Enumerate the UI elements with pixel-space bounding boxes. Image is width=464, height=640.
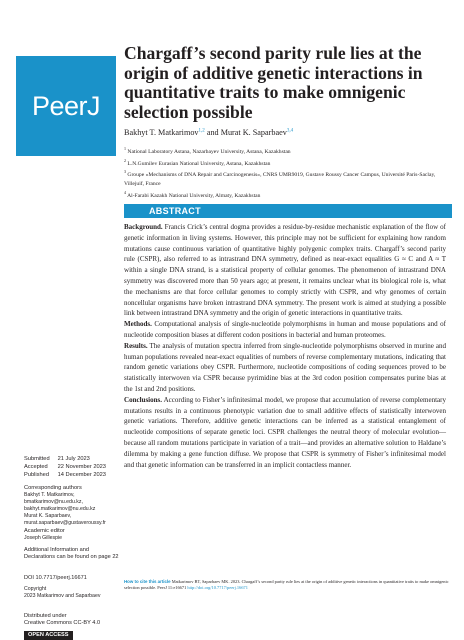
editor-heading: Academic editor [24,528,65,534]
author-name[interactable]: Murat K. Saparbaev [220,128,287,137]
corr-email-link[interactable]: bakhyt.matkarimov@nu.edu.kz [24,505,96,512]
author-line [124,128,293,137]
cite-label: How to cite this article [124,579,171,584]
corr-email-link[interactable]: bmatkarimov@nu.edu.kz, [24,498,83,505]
affiliation: $^3$ Groupe «Mechanisms of DNA Repair and Carcinogenesis», CNRS UMR9019, Gustave Roussy Cancer Campus, Université Paris-Saclay, Villejuif, France [124,169,436,187]
corr-line: Murat K. Saparbaev, [24,512,72,519]
author-name[interactable]: Bakhyt T. Matkarimov [124,128,199,137]
abstract-heading: ABSTRACT [149,206,201,216]
logo-text: PeerJ [31,90,101,121]
peerj-logo[interactable] [16,56,116,156]
affiliation: $^4$ Al-Farabi Kazakh National University, Almaty, Kazakhstan [124,189,261,199]
article-title: Chargaff’s second parity rule lies at the origin of additive genetic interactions in quantitative traits to make omnigenic selection possible [124,43,423,122]
corresponding-authors [24,485,120,526]
abstract-body [124,222,446,470]
abstract-header-bar [124,204,452,218]
abstract-background: Background. Francis Crick’s central dogma provides a residue-by-residue mechanistic explanation of the flow of genetic information in living systems. However, this principle may not be sufficient for explaining how random mutations cause continuous variation of quantitative highly polygenic complex traits. Chargaff’s second parity rule (CSPR), also referred to as intrastrand DNA symmetry, defined as near-exact equalities G ≈ C and A ≈ T within a single DNA strand, is a statistical property of cellular genomes. The phenomenon of intrastrand DNA symmetry was discovered more than 50 years ago; at present, it remains unclear what its biological role is, what the mechanisms are that force cellular genomes to comply strictly with CSPR, and why genomes of certain noncellular organisms have broken intrastrand DNA symmetry. The present work is aimed at studying a possible link between intrastrand DNA symmetry and the origin of genetic interactions in quantitative traits. [124,223,446,318]
copyright-text: 2023 Matkarimov and Saparbaev [24,592,101,599]
affiliation: $^2$ L.N.Gumilev Eurasian National University, Astana, Kazakhstan [124,157,271,167]
license-link[interactable]: Creative Commons CC-BY 4.0 [24,620,101,627]
cite-doi-link[interactable]: http://doi.org/10.7717/peerj.16671 [187,585,248,591]
editor-name: Joseph Gillespie [24,535,63,541]
license-line: Distributed under [24,613,67,619]
author-conjunction: and [206,128,219,137]
citation-footer [124,579,452,592]
open-access-badge: OPEN ACCESS [24,631,73,640]
published-row: Published 14 December 2023 [24,471,106,478]
publication-dates [24,456,120,479]
abstract-conclusions: Conclusions. According to Fisher’s infinitesimal model, we propose that accumulation of reverse complementary mutations results in a continuous phenotypic variation due to small additive effects of statistically interwoven genetic variations. Therefore, additive genetic interactions can be inferred as a statistical entanglement of nucleotide compositions of separate genetic loci. CSPR challenges the neutral theory of molecular evolution—because all random mutations participate in variation of a trait—and provides an alternative solution to Haldane’s dilemma by making a gene function diffuse. We propose that CSPR is symmetry of Fisher’s infinitesimal model and that genetic information can be transferred in an implicit contactless manner. [124,395,446,469]
abstract-results: Results. The analysis of mutation spectra inferred from single-nucleotide polymorphisms observed in murine and human populations revealed near-exact equalities of numbers of reverse complementary mutations, indicating that random genetic variations obey CSPR. Furthermore, nucleotide compositions of coding sequences proved to be statistically interwoven via CSPR because pyrimidine bias at the 3rd codon position compensates purine bias at the 1st and 2nd positions. [124,341,446,393]
doi-link[interactable]: DOI 10.7717/peerj.16671 [24,575,87,581]
author-affil-sup: 3,4 [286,128,294,134]
submitted-row: Submitted 21 July 2023 [24,456,90,462]
accepted-row: Accepted 22 November 2023 [24,463,106,470]
copyright-heading: Copyright [24,586,47,592]
corr-email-link[interactable]: murat.saparbaev@gustaveroussy.fr [24,519,106,526]
corr-line: Bakhyt T. Matkarimov, [24,491,75,498]
copyright [24,586,120,600]
affiliation-list [124,145,444,200]
abstract-methods: Methods. Computational analysis of single-nucleotide polymorphisms in human and mouse populations and of nucleotide composition biases at different codon positions in bacterial and human proteomes. [124,320,446,339]
affiliation: $^1$ National Laboratory Astana, Nazarbayev University, Astana, Kazakhstan [124,146,291,155]
corr-heading: Corresponding authors [24,485,82,491]
author-affil-sup: 1,2 [198,128,205,134]
cite-text: Matkarimov BT, Saparbaev MK. 2023. Chargaff’s second parity rule lies at the origin of additive genetic interactions in quantitative traits to make omnigenic selection possible. PeerJ 11:e16671 [124,579,449,591]
additional-info-link[interactable]: Additional Information and Declarations can be found on page 22 [24,547,119,561]
license [24,613,120,628]
academic-editor [24,528,120,542]
